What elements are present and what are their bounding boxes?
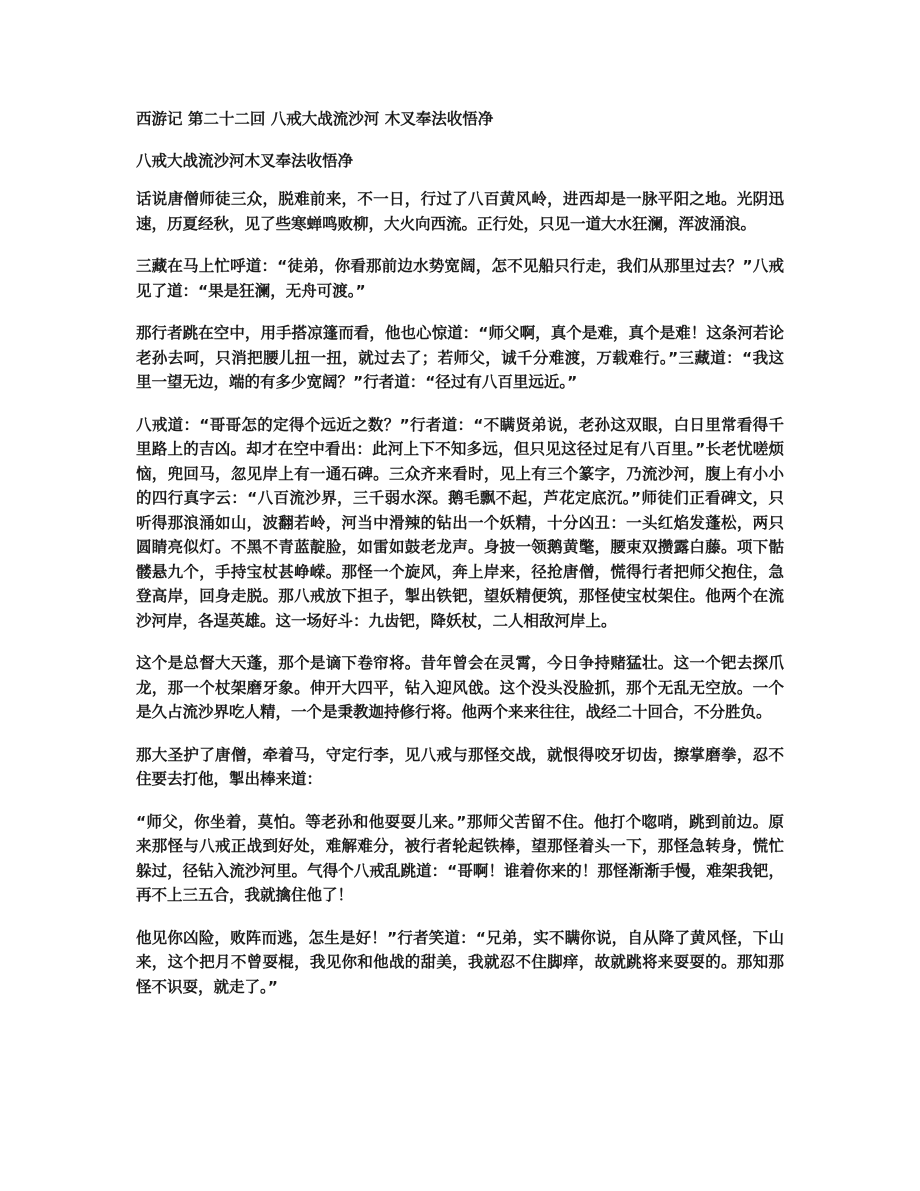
paragraph-2: 三藏在马上忙呼道：“徒弟，你看那前边水势宽阔，怎不见船只行走，我们从那里过去？”八戒见了道：“果是狂澜，无舟可渡。”: [136, 257, 784, 300]
paragraph-3: 那行者跳在空中，用手搭凉篷而看，他也心惊道：“师父啊，真个是难，真个是难！这条河若论老孙去呵，只消把腰儿扭一扭，就过去了；若师父，诚千分难渡，万载难行。”三藏道：“我这里一望无边，端的有多少宽阔？”行者道：“径过有八百里远近。”: [136, 324, 784, 391]
document-title: 西游记 第二十二回 八戒大战流沙河 木叉奉法收悟净: [136, 110, 494, 128]
chapter-subtitle: 八戒大战流沙河木叉奉法收悟净: [136, 152, 354, 170]
paragraph-7: “师父，你坐着，莫怕。等老孙和他耍耍儿来。”那师父苦留不住。他打个唿哨，跳到前边。原来那怪与八戒正战到好处，难解难分，被行者轮起铁棒，望那怪着头一下，那怪急转身，慌忙躲过，径钻入流沙河里。气得个八戒乱跳道：“哥啊！谁着你来的！那怪渐渐手慢，难架我钯，再不上三五合，我就擒住他了！: [136, 812, 784, 904]
document-page: [136, 96, 784, 1017]
paragraph-1: 话说唐僧师徒三众，脱难前来，不一日，行过了八百黄风岭，进西却是一脉平阳之地。光阴迅速，历夏经秋，见了些寒蝉鸣败柳，大火向西流。正行处，只见一道大水狂澜，浑波涌浪。: [136, 190, 784, 233]
paragraph-8: 他见你凶险，败阵而逃，怎生是好！”行者笑道：“兄弟，实不瞒你说，自从降了黄风怪，下山来，这个把月不曾耍棍，我见你和他战的甜美，我就忍不住脚痒，故就跳将来耍耍的。那知那怪不识耍，就走了。”: [136, 928, 784, 996]
paragraph-4: 八戒道：“哥哥怎的定得个远近之数？”行者道：“不瞒贤弟说，老孙这双眼，白日里常看得千里路上的吉凶。却才在空中看出：此河上下不知多远，但只见这径过足有八百里。”长老忧嗟烦恼，兜回马，忽见岸上有一通石碑。三众齐来看时，见上有三个篆字，乃流沙河，腹上有小小的四行真字云：“八百流沙界，三千弱水深。鹅毛飘不起，芦花定底沉。”师徒们正看碑文，只听得那浪涌如山，波翻若岭，河当中滑辣的钻出一个妖精，十分凶丑：一头红焰发蓬松，两只圆睛亮似灯。不黑不青蓝靛脸，如雷如鼓老龙声。身披一领鹅黄氅，腰束双攒露白藤。项下骷髅悬九个，手持宝杖甚峥嵘。那怪一个旋风，奔上岸来，径抢唐僧，慌得行者把师父抱住，急登高岸，回身走脱。那八戒放下担子，掣出铁钯，望妖精便筑，那怪使宝杖架住。他两个在流沙河岸，各逞英雄。这一场好斗：九齿钯，降妖杖，二人相敌河岸上。: [136, 415, 784, 630]
paragraph-6: 那大圣护了唐僧，牵着马，守定行李，见八戒与那怪交战，就恨得咬牙切齿，擦掌磨拳，忍不住要去打他，掣出棒来道：: [136, 745, 784, 788]
paragraph-5: 这个是总督大天蓬，那个是谪下卷帘将。昔年曾会在灵霄，今日争持赌猛壮。这一个钯去探爪龙，那一个杖架磨牙象。伸开大四平，钻入迎风戗。这个没头没脸抓，那个无乱无空放。一个是久占流沙界吃人精，一个是秉教迦持修行将。他两个来来往往，战经二十回合，不分胜负。: [136, 654, 784, 721]
